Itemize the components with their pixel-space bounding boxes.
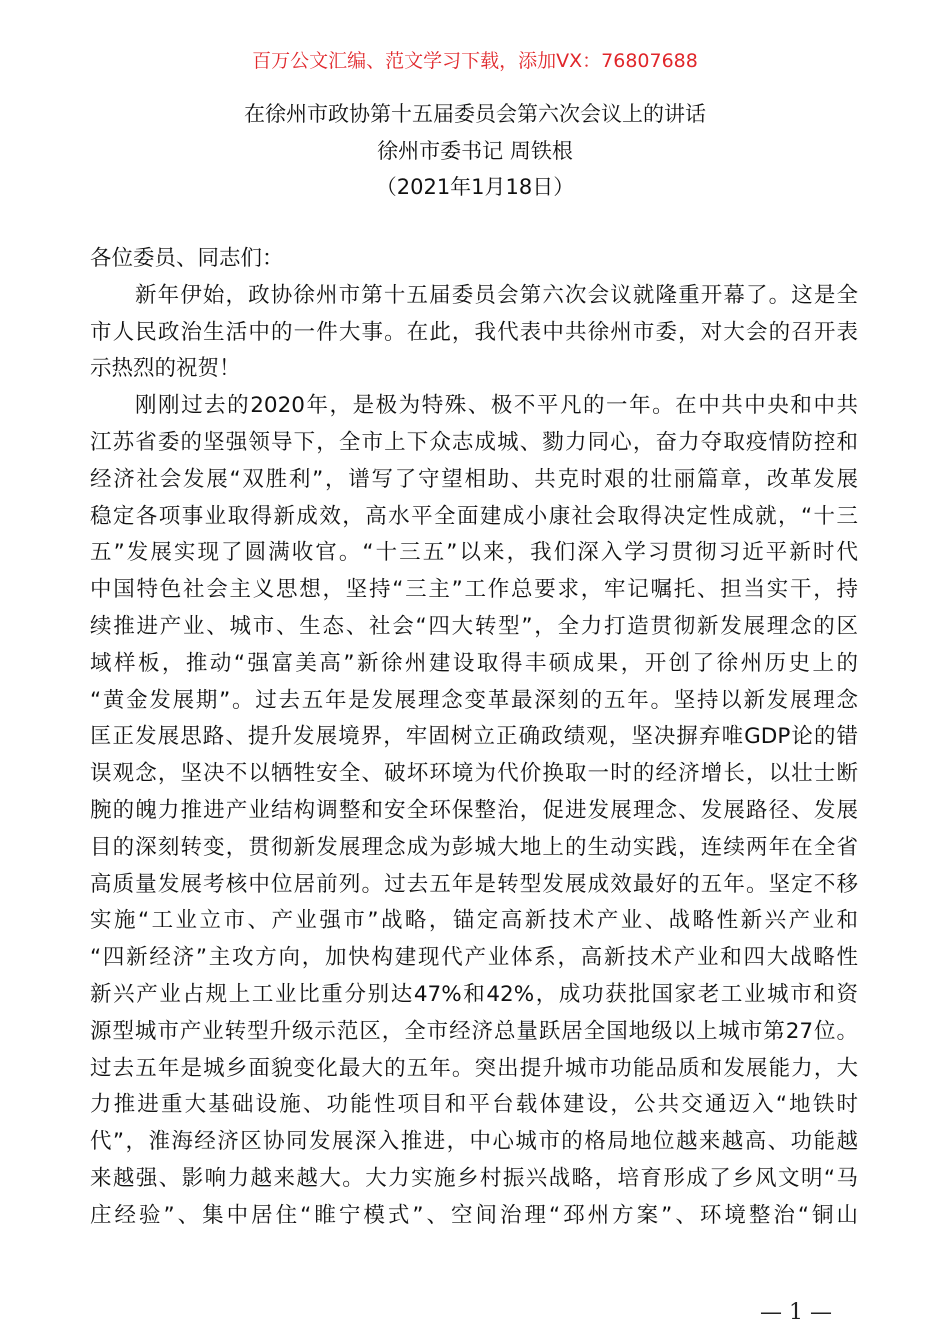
paragraph-line: “四新经济”主攻方向，加快构建现代产业体系，高新技术产业和四大战略性: [90, 945, 858, 971]
paragraph-line: 目的深刻转变，贯彻新发展理念成为彭城大地上的生动实践，连续两年在全省: [90, 834, 858, 860]
speech-title: 在徐州市政协第十五届委员会第六次会议上的讲话: [244, 102, 706, 126]
paragraph-line: 庄经验”、集中居住“睢宁模式”、空间治理“邳州方案”、环境整治“铜山: [90, 1202, 858, 1228]
paragraph-line: 腕的魄力推进产业结构调整和安全环保整治，促进发展理念、发展路径、发展: [90, 797, 858, 823]
paragraph-line: 误观念，坚决不以牺牲安全、破坏环境为代价换取一时的经济增长，以壮士断: [90, 761, 858, 787]
speaker-line: 徐州市委书记 周铁根: [377, 139, 573, 163]
paragraph-line: 来越强、影响力越来越大。大力实施乡村振兴战略，培育形成了乡风文明“马: [90, 1165, 858, 1191]
speech-body: [90, 241, 858, 1235]
paragraph-line: “黄金发展期”。过去五年是发展理念变革最深刻的五年。坚持以新发展理念: [90, 687, 858, 713]
speech-date: （2021年1月18日）: [375, 175, 575, 199]
paragraph-line: 高质量发展考核中位居前列。过去五年是转型发展成效最好的五年。坚定不移: [90, 871, 858, 897]
paragraph-line: 刚刚过去的2020年，是极为特殊、极不平凡的一年。在中共中央和中共: [135, 393, 858, 419]
paragraph-line: 市人民政治生活中的一件大事。在此，我代表中共徐州市委，对大会的召开表: [90, 319, 858, 345]
watermark-banner: 百万公文汇编、范文学习下载，添加VX：76807688: [252, 50, 698, 72]
paragraph-line: 五”发展实现了圆满收官。“十三五”以来，我们深入学习贯彻习近平新时代: [90, 540, 858, 566]
paragraph-line: 经济社会发展“双胜利”，谱写了守望相助、共克时艰的壮丽篇章，改革发展: [90, 466, 858, 492]
paragraph-line: 力推进重大基础设施、功能性项目和平台载体建设，公共交通迈入“地铁时: [90, 1092, 858, 1118]
salutation: 各位委员、同志们：: [90, 246, 284, 271]
paragraph-line: 续推进产业、城市、生态、社会“四大转型”，全力打造贯彻新发展理念的区: [90, 613, 858, 639]
paragraph-line: 源型城市产业转型升级示范区，全市经济总量跃居全国地级以上城市第27位。: [90, 1018, 858, 1044]
page-number: — 1 —: [760, 1300, 832, 1325]
paragraph-line: 示热烈的祝贺！: [90, 356, 241, 382]
paragraph-line: 新年伊始，政协徐州市第十五届委员会第六次会议就隆重开幕了。这是全: [135, 282, 858, 308]
paragraph-line: 稳定各项事业取得新成效，高水平全面建成小康社会取得决定性成就，“十三: [90, 503, 858, 529]
paragraph-line: 代”，淮海经济区协同发展深入推进，中心城市的格局地位越来越高、功能越: [90, 1129, 858, 1155]
paragraph-line: 中国特色社会主义思想，坚持“三主”工作总要求，牢记嘱托、担当实干，持: [90, 577, 858, 603]
paragraph-line: 实施“工业立市、产业强市”战略，锚定高新技术产业、战略性新兴产业和: [90, 908, 858, 934]
paragraph-line: 域样板，推动“强富美高”新徐州建设取得丰硕成果，开创了徐州历史上的: [90, 650, 858, 676]
paragraph-line: 江苏省委的坚强领导下，全市上下众志成城、勠力同心，奋力夺取疫情防控和: [90, 429, 858, 455]
paragraph-line: 匡正发展思路、提升发展境界，牢固树立正确政绩观，坚决摒弃唯GDP论的错: [90, 724, 858, 750]
paragraph-line: 新兴产业占规上工业比重分别达47%和42%，成功获批国家老工业城市和资: [90, 981, 858, 1007]
paragraph-line: 过去五年是城乡面貌变化最大的五年。突出提升城市功能品质和发展能力，大: [90, 1055, 858, 1081]
